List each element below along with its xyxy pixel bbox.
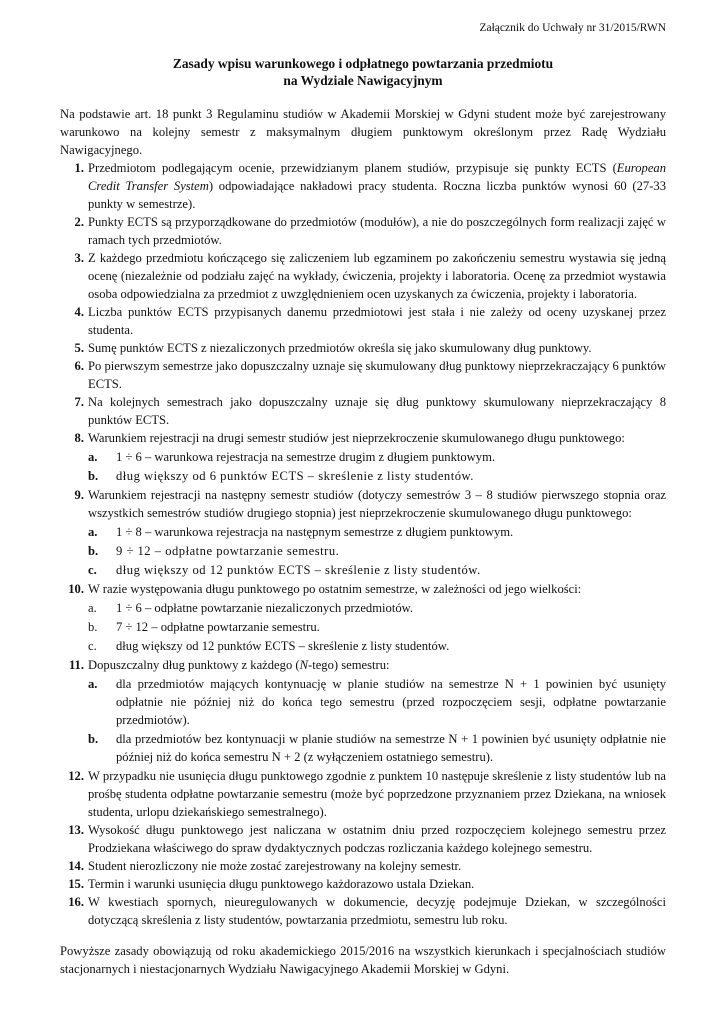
- rule-emphasis: European Credit Transfer System: [88, 161, 666, 193]
- rule-number: 15.: [68, 877, 84, 891]
- rule-item-16: [60, 893, 666, 929]
- rule-text: Liczba punktów ECTS przypisanych danemu przedmiotowi jest stała i nie zależy od oceny uzyskanej przez studenta.: [88, 305, 666, 337]
- sub-item: [88, 675, 666, 729]
- intro-paragraph: Na podstawie art. 18 punkt 3 Regulaminu studiów w Akademii Morskiej w Gdyni student może być zarejestrowany warunkowo na kolejny semestr z maksymalnym długiem punktowym określonym przez Radę Wydziału Nawigacyjnego.: [60, 107, 666, 157]
- rule-text: Po pierwszym semestrze jako dopuszczalny uznaje się skumulowany dług punktowy nieprzekraczający 6 punktów ECTS.: [88, 359, 666, 391]
- rule-number: 11.: [68, 658, 84, 672]
- rule-text: Sumę punktów ECTS z niezaliczonych przedmiotów określa się jako skumulowany dług punktowy.: [88, 341, 592, 355]
- rule-item-11: [60, 656, 666, 766]
- sub-letter: a.: [88, 450, 98, 464]
- sub-item: [88, 448, 666, 466]
- rule-text: Warunkiem rejestracji na drugi semestr studiów jest nieprzekroczenie skumulowanego długu punktowego:: [88, 431, 625, 445]
- rule-number: 10.: [68, 582, 84, 596]
- rule-number: 14.: [68, 859, 84, 873]
- sub-letter: b.: [88, 544, 99, 558]
- rule-number: 2.: [74, 215, 84, 229]
- rule-text-end: ) odpowiadające nakładowi pracy studenta. Roczna liczba punktów wynosi 60 (27-33 punkty w semestrze).: [88, 179, 666, 211]
- rule-number: 3.: [74, 251, 84, 265]
- sub-list: [88, 523, 666, 579]
- sub-letter: b.: [88, 469, 99, 483]
- sub-list: [88, 448, 666, 485]
- rules-list: [60, 159, 666, 929]
- sub-text: dług większy od 6 punktów ECTS – skreślenie z listy studentów.: [116, 469, 474, 483]
- sub-text: 1 ÷ 8 – warunkowa rejestracja na następnym semestrze z długiem punktowym.: [116, 525, 514, 539]
- sub-text: dług większy od 12 punktów ECTS – skreślenie z listy studentów.: [116, 639, 450, 653]
- sub-letter: c.: [88, 563, 97, 577]
- rule-item-3: [60, 249, 666, 303]
- rule-text: Student nierozliczony nie może zostać zarejestrowany na kolejny semestr.: [88, 859, 462, 873]
- rule-text: Na kolejnych semestrach jako dopuszczalny uznaje się dług punktowy skumulowany nieprzekraczający 8 punktów ECTS.: [88, 395, 666, 427]
- sub-text: dla przedmiotów bez kontynuacji w planie studiów na semestrze N + 1 powinien być usunięty odpłatnie nie później niż do końca semestru N + 2 (z wyłączeniem ostatniego semestru).: [116, 732, 666, 764]
- rule-item-2: [60, 213, 666, 249]
- rule-text: Warunkiem rejestracji na następny semestr studiów (dotyczy semestrów 3 – 8 studiów pierwszego stopnia oraz wszystkich semestrów studiów drugiego stopnia) jest nieprzekroczenie skumulowanego długu punktowego:: [88, 488, 666, 520]
- rule-number: 12.: [68, 769, 84, 783]
- rule-text: Przedmiotom podlegającym ocenie, przewidzianym planem studiów, przypisuje się punkty ECTS (: [88, 161, 617, 175]
- rule-item-8: [60, 429, 666, 485]
- title-line-1: Zasady wpisu warunkowego i odpłatnego powtarzania przedmiotu: [172, 56, 554, 71]
- sub-text: dla przedmiotów mających kontynuację w planie studiów na semestrze N + 1 powinien być usunięty odpłatnie nie później niż do końca tego semestru (przed rozpoczęciem sesji, odpłatne powtarzanie przedmiotów).: [116, 677, 666, 727]
- rule-item-5: [60, 339, 666, 357]
- rule-text: W przypadku nie usunięcia długu punktowego zgodnie z punktem 10 następuje skreślenie z listy studentów lub na prośbę studenta odpłatne powtarzanie semestru (może być poprzedzone przyznaniem przez Dziekana, na wniosek studenta, urlopu dziekańskiego semestralnego).: [88, 769, 666, 819]
- closing-paragraph: Powyższe zasady obowiązują od roku akademickiego 2015/2016 na wszystkich kierunkach i specjalnościach studiów stacjonarnych i niestacjonarnych Wydziału Nawigacyjnego Akademii Morskiej w Gdyni.: [60, 944, 666, 976]
- rule-number: 6.: [74, 359, 84, 373]
- sub-list: [88, 599, 666, 655]
- rule-text: Wysokość długu punktowego jest naliczana w ostatnim dniu przed rozpoczęciem kolejnego semestru przez Prodziekana właściwego do spraw dydaktycznych podczas rozliczania każdego kolejnego semestru.: [88, 823, 666, 855]
- sub-text: 1 ÷ 6 – warunkowa rejestracja na semestrze drugim z długiem punktowym.: [116, 450, 496, 464]
- sub-letter: b.: [88, 732, 99, 746]
- sub-text: 1 ÷ 6 – odpłatne powtarzanie niezaliczonych przedmiotów.: [116, 601, 414, 615]
- rule-emphasis: N: [299, 658, 308, 672]
- rule-text: W kwestiach spornych, nieuregulowanych w dokumencie, decyzję podejmuje Dziekan, w szczególności dotyczącą skreślenia z listy studentów, powtarzania przedmiotu, semestru lub roku.: [88, 895, 666, 927]
- rule-item-1: [60, 159, 666, 213]
- sub-list: [88, 675, 666, 766]
- sub-item: [88, 542, 666, 560]
- rule-number: 5.: [74, 341, 84, 355]
- sub-text: 7 ÷ 12 – odpłatne powtarzanie semestru.: [116, 620, 320, 634]
- rule-item-15: [60, 875, 666, 893]
- rule-text: Punkty ECTS są przyporządkowane do przedmiotów (modułów), a nie do poszczególnych form realizacji zajęć w ramach tych przedmiotów.: [88, 215, 666, 247]
- rule-item-12: [60, 767, 666, 821]
- sub-letter: c.: [88, 639, 97, 653]
- sub-text: dług większy od 12 punktów ECTS – skreślenie z listy studentów.: [116, 563, 481, 577]
- sub-item: [88, 523, 666, 541]
- rule-item-4: [60, 303, 666, 339]
- rule-item-13: [60, 821, 666, 857]
- sub-item: [88, 467, 666, 485]
- rule-text: Dopuszczalny dług punktowy z każdego (: [88, 658, 300, 672]
- sub-letter: b.: [88, 620, 98, 634]
- rule-number: 4.: [74, 305, 84, 319]
- document-title: [60, 55, 666, 89]
- sub-item: [88, 618, 666, 636]
- rule-item-14: [60, 857, 666, 875]
- rule-item-6: [60, 357, 666, 393]
- sub-letter: a.: [88, 677, 98, 691]
- rule-number: 1.: [74, 161, 84, 175]
- rule-number: 7.: [74, 395, 84, 409]
- attachment-note: Załącznik do Uchwały nr 31/2015/RWN: [479, 22, 666, 34]
- rule-number: 16.: [68, 895, 84, 909]
- rule-item-10: [60, 580, 666, 655]
- rule-text: Z każdego przedmiotu kończącego się zaliczeniem lub egzaminem po zakończeniu semestru wystawia się jedną ocenę (niezależnie od podziału zajęć na wykłady, ćwiczenia, projekty i laboratoria. Ocenę za przedmiot wystawia osoba odpowiedzialna za przedmiot z uwzględnieniem ocen uzyskanych za ćwiczenia, projekty i laboratoria.: [88, 251, 666, 301]
- sub-item: [88, 561, 666, 579]
- sub-item: [88, 730, 666, 766]
- sub-text: 9 ÷ 12 – odpłatne powtarzanie semestru.: [116, 544, 340, 558]
- rule-number: 9.: [74, 488, 84, 502]
- rule-item-9: [60, 486, 666, 579]
- document-page: [60, 0, 666, 978]
- rule-number: 13.: [68, 823, 84, 837]
- sub-letter: a.: [88, 525, 98, 539]
- rule-number: 8.: [74, 431, 84, 445]
- rule-text: W razie występowania długu punktowego po ostatnim semestrze, w zależności od jego wielkości:: [88, 582, 582, 596]
- sub-item: [88, 637, 666, 655]
- rule-text-end: -tego) semestru:: [308, 658, 390, 672]
- title-line-2: na Wydziale Nawigacyjnym: [283, 73, 443, 88]
- sub-letter: a.: [88, 601, 97, 615]
- rule-item-7: [60, 393, 666, 429]
- rule-text: Termin i warunki usunięcia długu punktowego każdorazowo ustala Dziekan.: [88, 877, 475, 891]
- sub-item: [88, 599, 666, 617]
